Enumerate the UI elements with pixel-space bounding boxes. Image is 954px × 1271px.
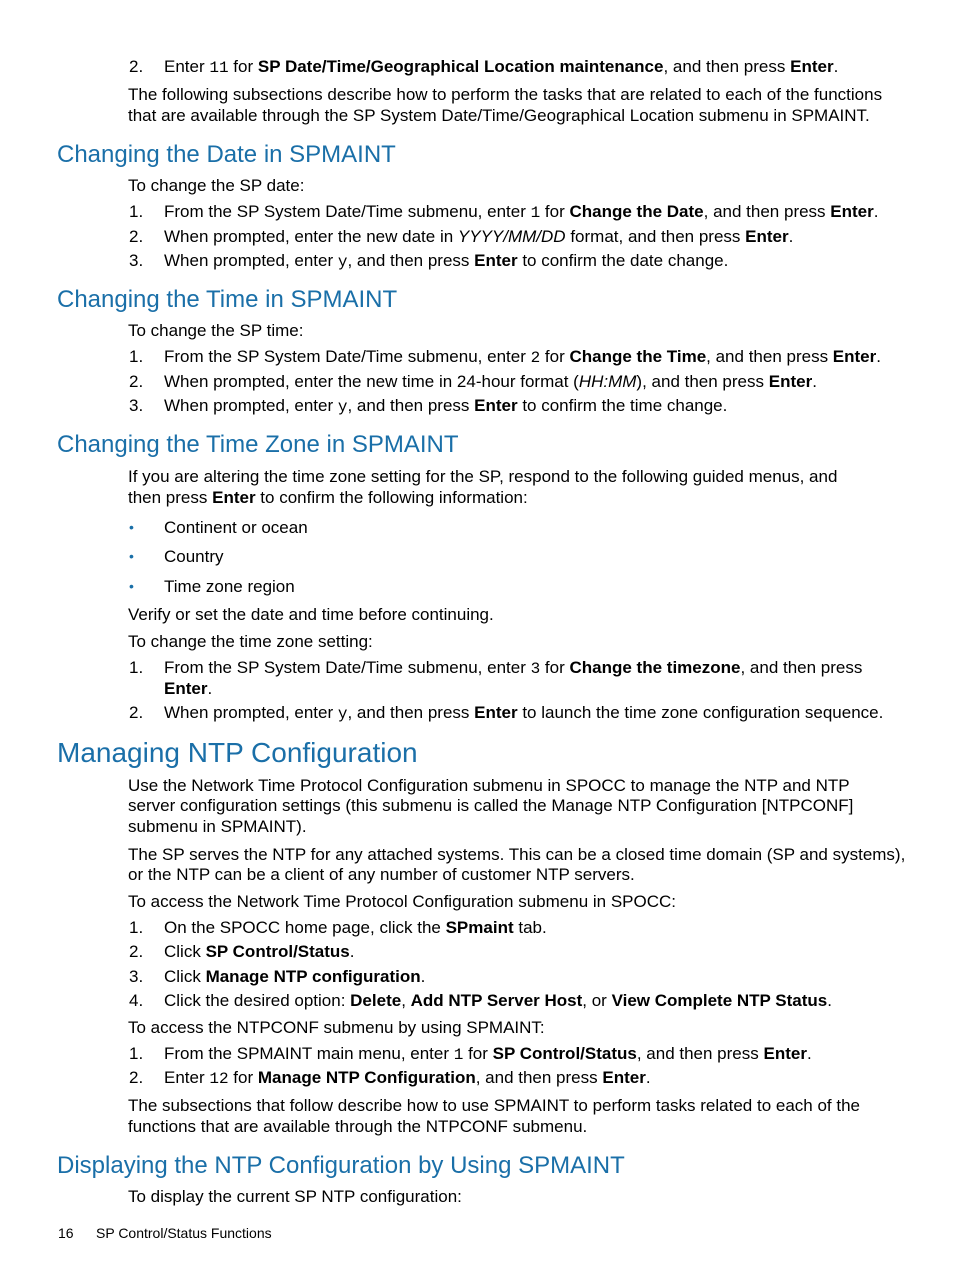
text: , and then press <box>703 202 831 221</box>
text: tab. <box>513 918 547 937</box>
paragraph: submenu in SPMAINT). <box>128 817 307 836</box>
option-add-host: Add NTP Server Host <box>410 991 583 1010</box>
text: When prompted, enter the new time in 24-hour format ( <box>164 372 579 391</box>
text: to confirm the time change. <box>517 396 728 415</box>
text: for <box>540 347 570 366</box>
text: , or <box>582 991 612 1010</box>
section-heading-date: Changing the Date in SPMAINT <box>57 141 396 168</box>
key: Enter <box>830 202 874 221</box>
format: YYYY/MM/DD <box>457 227 566 246</box>
section-heading-ntp: Managing NTP Configuration <box>57 737 418 768</box>
text: . <box>645 1068 651 1087</box>
text: for <box>540 202 570 221</box>
bullet-item: Time zone region <box>164 577 295 596</box>
text: for <box>463 1044 493 1063</box>
text: . <box>873 202 879 221</box>
text: . <box>806 1044 812 1063</box>
paragraph: or the NTP can be a client of any number of customer NTP servers. <box>128 865 635 884</box>
menu-option: SP Control/Status <box>492 1044 637 1063</box>
command: y <box>337 398 348 416</box>
page-number: 16 <box>58 1225 74 1241</box>
menu-option: SP Control/Status <box>205 942 350 961</box>
text: Click the desired option: <box>164 991 351 1010</box>
command: y <box>337 253 348 271</box>
text: From the SPMAINT main menu, enter <box>164 1044 454 1063</box>
step-number: 1. <box>129 918 144 937</box>
text: , and then press <box>740 658 863 677</box>
text: Enter <box>164 57 210 76</box>
step-number: 2. <box>129 703 144 722</box>
text: for <box>228 1068 258 1087</box>
section-heading-display-ntp: Displaying the NTP Configuration by Using SPMAINT <box>57 1152 625 1179</box>
command: 1 <box>530 204 541 222</box>
key: Enter <box>474 251 518 270</box>
text: . <box>207 679 213 698</box>
paragraph: that are available through the SP System Date/Time/Geographical Location submenu in SPMAINT. <box>128 106 870 125</box>
text: to launch the time zone configuration sequence. <box>517 703 884 722</box>
step-number: 3. <box>129 967 144 986</box>
text: When prompted, enter <box>164 396 338 415</box>
menu-option: Manage NTP configuration <box>205 967 421 986</box>
bullet-icon: • <box>129 548 134 564</box>
text: to confirm the date change. <box>517 251 729 270</box>
key: Enter <box>763 1044 807 1063</box>
paragraph: To access the Network Time Protocol Configuration submenu in SPOCC: <box>128 892 677 911</box>
text: . <box>827 991 833 1010</box>
paragraph: To change the time zone setting: <box>128 632 373 651</box>
text: , and then press <box>347 251 475 270</box>
text: for <box>228 57 258 76</box>
command: 3 <box>530 660 541 678</box>
paragraph: Use the Network Time Protocol Configuration submenu in SPOCC to manage the NTP and NTP <box>128 776 850 795</box>
step-number: 3. <box>129 396 144 415</box>
text: then press <box>128 488 213 507</box>
paragraph: Verify or set the date and time before continuing. <box>128 605 494 624</box>
menu-option: Change the Time <box>569 347 707 366</box>
text: format, and then press <box>565 227 746 246</box>
text: When prompted, enter <box>164 251 338 270</box>
step-number: 2. <box>129 372 144 391</box>
bullet-item: Continent or ocean <box>164 518 308 537</box>
step-number: 2. <box>129 57 144 76</box>
command: 11 <box>209 59 229 77</box>
paragraph <box>128 487 528 508</box>
text: , and then press <box>347 396 475 415</box>
text: Enter <box>164 1068 210 1087</box>
paragraph: The following subsections describe how to perform the tasks that are related to each of the functions <box>128 85 883 104</box>
paragraph: To change the SP time: <box>128 321 304 340</box>
paragraph: To access the NTPCONF submenu by using SPMAINT: <box>128 1018 545 1037</box>
menu-option: Change the timezone <box>569 658 741 677</box>
key: Enter <box>832 347 877 366</box>
text: . <box>420 967 426 986</box>
key: Enter <box>164 679 208 698</box>
command: 2 <box>530 349 541 367</box>
text: , and then press <box>663 57 791 76</box>
text: , and then press <box>347 703 475 722</box>
menu-option: Change the Date <box>569 202 704 221</box>
step-number: 1. <box>129 347 144 366</box>
paragraph: To change the SP date: <box>128 176 305 195</box>
key: Enter <box>474 396 518 415</box>
text: , <box>401 991 411 1010</box>
section-heading-timezone: Changing the Time Zone in SPMAINT <box>57 431 459 458</box>
step-number: 3. <box>129 251 144 270</box>
text: , and then press <box>706 347 833 366</box>
step-number: 1. <box>129 1044 144 1063</box>
text: When prompted, enter <box>164 703 338 722</box>
paragraph: The subsections that follow describe how to use SPMAINT to perform tasks related to each of the <box>128 1096 860 1115</box>
bullet-icon: • <box>129 578 134 594</box>
text: , and then press <box>475 1068 603 1087</box>
text: for <box>540 658 570 677</box>
text: ), and then press <box>636 372 769 391</box>
text: . <box>876 347 881 366</box>
menu-option: Manage NTP Configuration <box>257 1068 476 1087</box>
paragraph: To display the current SP NTP configuration: <box>128 1187 462 1206</box>
footer-section-title: SP Control/Status Functions <box>96 1225 272 1241</box>
option-view-status: View Complete NTP Status <box>611 991 828 1010</box>
step-number: 1. <box>129 658 144 677</box>
tab-name: SPmaint <box>445 918 514 937</box>
key: Enter <box>474 703 518 722</box>
text: When prompted, enter the new date in <box>164 227 458 246</box>
key: Enter <box>212 488 256 507</box>
key: Enter <box>768 372 813 391</box>
key: Enter <box>745 227 789 246</box>
format: HH:MM <box>578 372 637 391</box>
section-heading-time: Changing the Time in SPMAINT <box>57 286 398 313</box>
text: . <box>349 942 355 961</box>
step-number: 2. <box>129 1068 144 1087</box>
paragraph: functions that are available through the NTPCONF submenu. <box>128 1117 588 1136</box>
text: From the SP System Date/Time submenu, enter <box>164 658 531 677</box>
command: y <box>337 705 348 723</box>
key: Enter <box>602 1068 646 1087</box>
command: 12 <box>209 1070 229 1088</box>
key: Enter <box>790 57 834 76</box>
bullet-item: Country <box>164 547 224 566</box>
text: From the SP System Date/Time submenu, enter <box>164 202 531 221</box>
text: . <box>788 227 794 246</box>
text: , and then press <box>636 1044 764 1063</box>
option-delete: Delete <box>350 991 402 1010</box>
paragraph: If you are altering the time zone setting for the SP, respond to the following guided menus, and <box>128 467 838 486</box>
paragraph: server configuration settings (this submenu is called the Manage NTP Configuration [NTPCONF] <box>128 796 854 815</box>
text: Click <box>164 942 206 961</box>
text: to confirm the following information: <box>255 488 528 507</box>
step-number: 2. <box>129 942 144 961</box>
text: From the SP System Date/Time submenu, enter <box>164 347 531 366</box>
text: . <box>833 57 839 76</box>
text: Click <box>164 967 206 986</box>
step-number: 4. <box>129 991 144 1010</box>
bullet-icon: • <box>129 519 134 535</box>
step-number: 2. <box>129 227 144 246</box>
menu-option: SP Date/Time/Geographical Location maintenance <box>257 57 664 76</box>
text: On the SPOCC home page, click the <box>164 918 446 937</box>
step-number: 1. <box>129 202 144 221</box>
text: . <box>812 372 817 391</box>
command: 1 <box>453 1046 464 1064</box>
paragraph: The SP serves the NTP for any attached systems. This can be a closed time domain (SP and systems), <box>128 845 906 864</box>
